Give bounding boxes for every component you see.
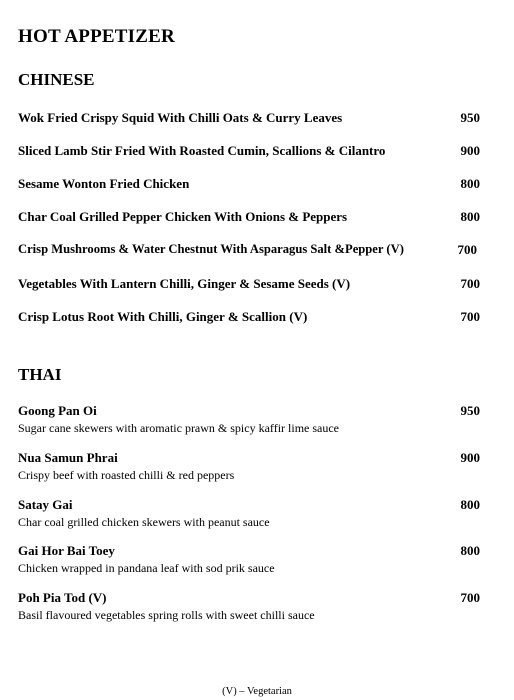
menu-item <box>18 590 480 623</box>
item-name: Sliced Lamb Stir Fried With Roasted Cumin, Scallions & Cilantro <box>18 143 386 158</box>
item-price: 800 <box>460 209 480 224</box>
item-price: 950 <box>460 403 480 418</box>
item-price: 700 <box>460 590 480 605</box>
item-description: Sugar cane skewers with aromatic prawn & spicy kaffir lime sauce <box>18 421 339 435</box>
item-price: 700 <box>460 309 480 324</box>
menu-item <box>18 209 480 225</box>
item-name: Goong Pan Oi <box>18 403 97 418</box>
item-name: Sesame Wonton Fried Chicken <box>18 176 190 191</box>
menu-item <box>18 309 480 325</box>
item-description: Char coal grilled chicken skewers with peanut sauce <box>18 515 270 529</box>
vegetarian-legend: (V) – Vegetarian <box>222 686 292 697</box>
menu-item <box>18 450 480 483</box>
item-price: 700 <box>460 276 480 291</box>
item-name: Crisp Mushrooms & Water Chestnut With Asparagus Salt &Pepper (V) <box>18 242 404 256</box>
menu-item <box>18 497 480 530</box>
item-price: 900 <box>460 450 480 465</box>
menu-item <box>18 543 480 576</box>
menu-item <box>18 110 480 126</box>
page-title: HOT APPETIZER <box>18 26 175 47</box>
item-price: 700 <box>457 242 477 257</box>
item-price: 800 <box>460 543 480 558</box>
menu-item <box>18 403 480 436</box>
item-price: 800 <box>460 176 480 191</box>
item-price: 900 <box>460 143 480 158</box>
menu-item <box>18 143 480 159</box>
item-price: 950 <box>460 110 480 125</box>
menu-item <box>18 176 480 192</box>
section-title-thai: THAI <box>18 365 62 384</box>
menu-item <box>18 276 480 292</box>
item-name: Vegetables With Lantern Chilli, Ginger & Sesame Seeds (V) <box>18 276 351 291</box>
item-name: Crisp Lotus Root With Chilli, Ginger & Scallion (V) <box>18 309 308 324</box>
item-description: Chicken wrapped in pandana leaf with sod prik sauce <box>18 561 275 575</box>
item-name: Satay Gai <box>18 497 73 512</box>
menu-item <box>18 242 478 257</box>
item-name: Nua Samun Phrai <box>18 450 118 465</box>
item-description: Crispy beef with roasted chilli & red peppers <box>18 468 235 482</box>
section-title-chinese: CHINESE <box>18 70 95 89</box>
item-name: Char Coal Grilled Pepper Chicken With Onions & Peppers <box>18 209 348 224</box>
item-name: Gai Hor Bai Toey <box>18 543 115 558</box>
item-description: Basil flavoured vegetables spring rolls with sweet chilli sauce <box>18 608 315 622</box>
item-name: Poh Pia Tod (V) <box>18 590 107 605</box>
item-name: Wok Fried Crispy Squid With Chilli Oats & Curry Leaves <box>18 110 343 125</box>
item-price: 800 <box>460 497 480 512</box>
